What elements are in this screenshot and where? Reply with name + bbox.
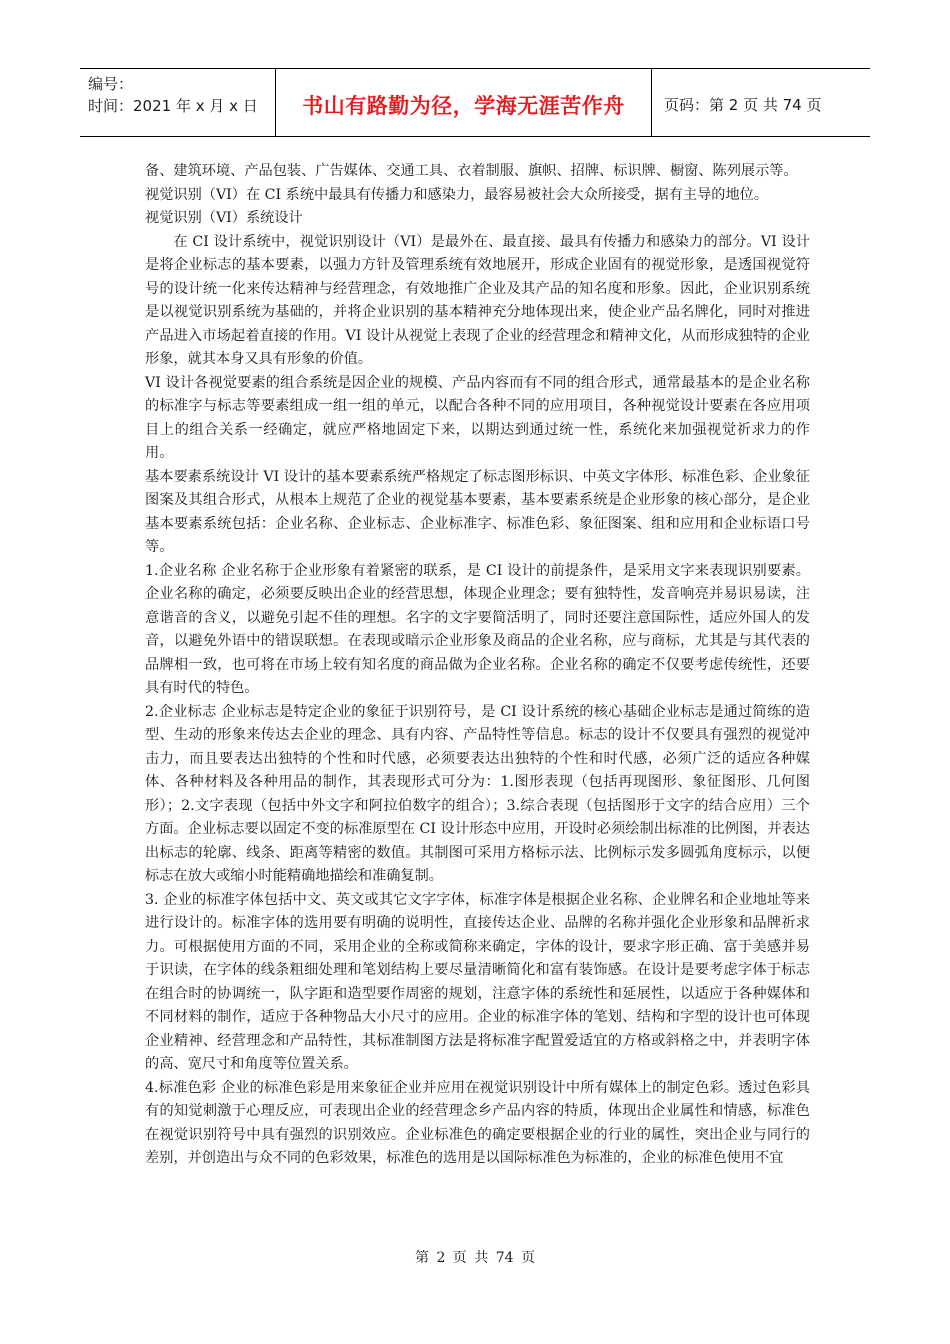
header-meta [80,69,276,136]
number-label: 编号： [88,75,134,93]
paragraph: 2.企业标志 企业标志是特定企业的象征于识别符号，是 CI 设计系统的核心基础企业标志是通过简练的造型、生动的形象来传达去企业的理念、具有内容、产品特性等信息。标志的设计不仅要具有强烈的视觉冲击力，而且要表达出独特的个性和时代感，必须要表达出独特的个性和时代感，必须广泛的适应各种媒体、各种材料及各种用品的制作，其表现形式可分为：1.图形表现（包括再现图形、象征图形、几何图形）；2.文字表现（包括中外文字和阿拉伯数字的组合）；3.综合表现（包括图形于文字的结合应用）三个方面。企业标志要以固定不变的标准原型在 CI 设计形态中应用，开设时必须绘制出标准的比例图，并表达出标志的轮廓、线条、距离等精密的数值。其制图可采用方格标示法、比例标示发多圆弧角度标示，以便标志在放大或缩小时能精确地描绘和准确复制。 [145,703,810,884]
motto: 书山有路勤为径，学海无涯苦作舟 [276,69,652,136]
paragraph: 备、建筑环境、产品包装、广告媒体、交通工具、衣着制服、旗帜、招牌、标识牌、橱窗、陈列展示等。 [145,163,798,179]
page-info: 页码：第 2 页 共 74 页 [664,96,822,114]
paragraph: 4.标准色彩 企业的标准色彩是用来象征企业并应用在视觉识别设计中所有媒体上的制定色彩。透过色彩具有的知觉刺激于心理反应，可表现出企业的经营理念乡产品内容的特质，体现出企业属性和情感，标准色在视觉识别符号中具有强烈的识别效应。企业标准色的确定要根据企业的行业的属性，突出企业与同行的差别，并创造出与众不同的色彩效果，标准色的选用是以国际标准色为标准的，企业的标准色使用不宜 [145,1079,810,1166]
paragraph: 视觉识别（VI）系统设计 [145,210,303,226]
page-header [80,68,870,137]
page-footer: 第 2 页 共 74 页 [415,1250,535,1266]
paragraph: 在 CI 设计系统中，视觉识别设计（VI）是最外在、最直接、最具有传播力和感染力的部分。VI 设计是将企业标志的基本要素，以强力方针及管理系统有效地展开，形成企业固有的视觉形象，是透国视觉符号的设计统一化来传达精神与经营理念，有效地推广企业及其产品的知名度和形象。因此，企业识别系统是以视觉识别系统为基础的，并将企业识别的基本精神充分地体现出来，使企业产品名牌化，同时对推进产品进入市场起着直接的作用。VI 设计从视觉上表现了企业的经营理念和精神文化，从而形成独特的企业形象，就其本身又具有形象的价值。 [145,233,810,367]
paragraph: VI 设计各视觉要素的组合系统是因企业的规模、产品内容而有不同的组合形式，通常最基本的是企业名称的标准字与标志等要素组成一组一组的单元，以配合各种不同的应用项目，各种视觉设计要素在各应用项目上的组合关系一经确定，就应严格地固定下来，以期达到通过统一性，系统化来加强视觉祈求力的作用。 [145,374,810,461]
paragraph: 视觉识别（VI）在 CI 系统中最具有传播力和感染力，最容易被社会大众所接受，据有主导的地位。 [145,186,769,203]
paragraph: 3. 企业的标准字体包括中文、英文或其它文字字体，标准字体是根据企业名称、企业牌名和企业地址等来进行设计的。标准字体的选用要有明确的说明性，直接传达企业、品牌的名称并强化企业形象和品牌祈求力。可根据使用方面的不同，采用企业的全称或简称来确定，字体的设计，要求字形正确、富于美感并易于识读，在字体的线条粗细处理和笔划结构上要尽量清晰简化和富有装饰感。在设计是要考虑字体于标志在组合时的协调统一，队字距和造型要作周密的规划，注意字体的系统性和延展性，以适应于各种媒体和不同材料的制作，适应于各种物品大小尺寸的应用。企业的标准字体的笔划、结构和字型的设计也可体现企业精神、经营理念和产品特性，其标准制图方法是将标准字配置爱适宜的方格或斜格之中，并表明字体的高、宽尺寸和角度等位置关系。 [145,891,810,1072]
paragraph: 基本要素系统设计 VI 设计的基本要素系统严格规定了标志图形标识、中英文字体形、标准色彩、企业象征图案及其组合形式，从根本上规范了企业的视觉基本要素，基本要素系统是企业形象的核心部分，是企业基本要素系统包括：企业名称、企业标志、企业标准字、标准色彩、象征图案、组和应用和企业标语口号等。 [145,468,810,555]
paragraph: 1.企业名称 企业名称于企业形象有着紧密的联系，是 CI 设计的前提条件，是采用文字来表现识别要素。企业名称的确定，必须要反映出企业的经营思想，体现企业理念；要有独特性，发音响亮并易识易读，注意谐音的含义，以避免引起不佳的理想。名字的文字要简活明了，同时还要注意国际性，适应外国人的发音，以避免外语中的错误联想。在表现或暗示企业形象及商品的企业名称，应与商标，尤其是与其代表的品牌相一致，也可将在市场上较有知名度的商品做为企业名称。企业名称的确定不仅要考虑传统性，还要具有时代的特色。 [145,562,810,696]
document-body [145,160,810,1171]
date-label: 时间：2021 年 x 月 x 日 [88,97,258,115]
